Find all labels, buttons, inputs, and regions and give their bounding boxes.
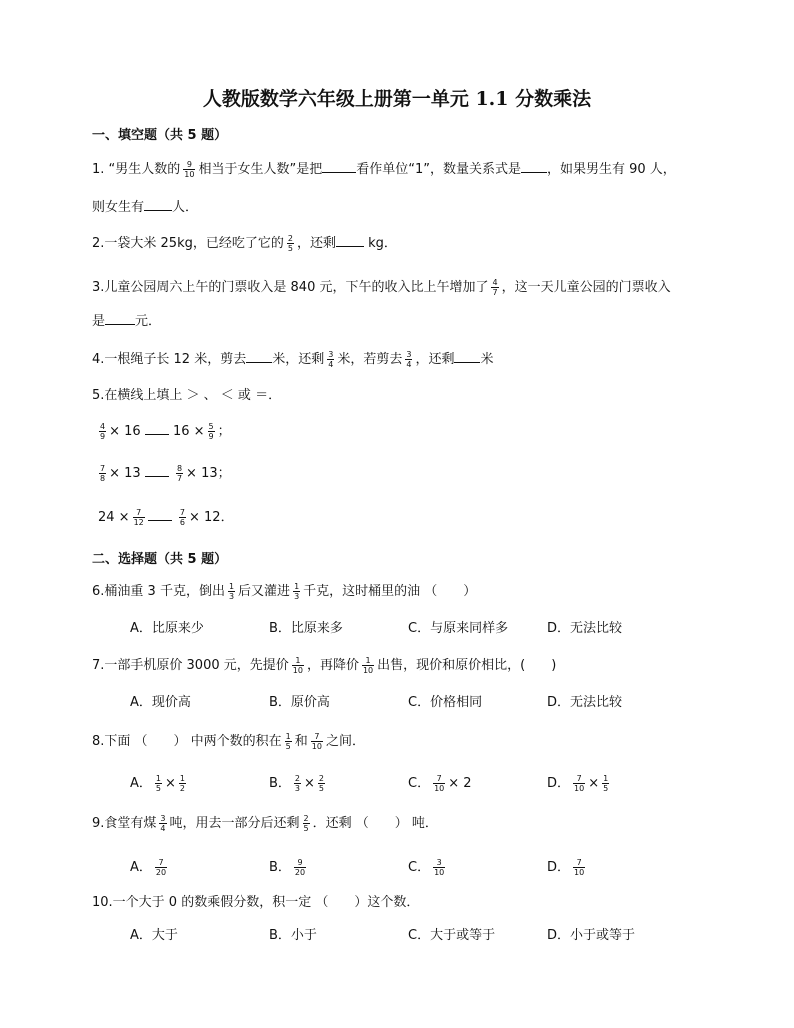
option-c[interactable]: C．大于或等于 (408, 928, 496, 943)
question-5-row-1: $\frac{4}{9}$ × 16 16 × $\frac{5}{9}$ ； (100, 422, 231, 441)
question-1-line-2: 则女生有 人． (92, 200, 199, 215)
question-5-row-2: $\frac{7}{8}$ × 13 $\frac{8}{7}$ × 13； (100, 464, 231, 483)
question-4: 4.一根绳子长 12 米，剪去 米，还剩 $\frac{3}{4}$ 米，若剪去 $\frac{3}{4}$ ，还剩 米 (92, 350, 494, 369)
comparison-blank[interactable] (148, 508, 172, 521)
fraction: $\frac{3}{4}$ (160, 814, 166, 833)
question-1-line-1: 1. “男生人数的 $\frac{9}{10}$ 相当于女生人数”是把 看作单位“1”，数量关系式是 ，如果男生有 90 人， (92, 160, 676, 179)
fraction: $\frac{7}{12}$ (133, 508, 144, 527)
answer-blank[interactable] (454, 350, 480, 363)
fraction: $\frac{3}{4}$ (406, 350, 412, 369)
fraction: $\frac{7}{8}$ (100, 464, 106, 483)
fraction: $\frac{1}{10}$ (292, 656, 303, 675)
comparison-blank[interactable] (145, 422, 169, 435)
fraction: $\frac{2}{5}$ (303, 814, 309, 833)
fraction: $\frac{7}{10}$ (311, 732, 322, 751)
answer-blank[interactable] (144, 198, 172, 211)
option-a[interactable]: A．比原来少 (130, 621, 204, 636)
option-a[interactable]: A．现价高 (130, 695, 191, 710)
section-multiple-choice-heading: 二、选择题（共 5 题） (92, 552, 228, 567)
question-6: 6.桶油重 3 千克，倒出 $\frac{1}{3}$ 后又灌进 $\frac{1}{3}$ 千克，这时桶里的油 （ ） (92, 582, 477, 601)
fraction: $\frac{7}{6}$ (179, 508, 185, 527)
fraction: $\frac{9}{10}$ (184, 160, 195, 179)
option-a[interactable]: A．大于 (130, 928, 178, 943)
question-3-line-1: 3.儿童公园周六上午的门票收入是 840 元，下午的收入比上午增加了 $\frac{4}{7}$ ，这一天儿童公园的门票收入 (92, 278, 671, 297)
fraction: $\frac{4}{9}$ (100, 422, 106, 441)
option-d[interactable]: D． $\frac{7}{10}$ × $\frac{1}{5}$ (547, 774, 609, 793)
option-d[interactable]: D． $\frac{7}{10}$ (547, 858, 585, 877)
fraction: $\frac{8}{7}$ (176, 464, 183, 483)
option-a[interactable]: A． $\frac{1}{5}$ × $\frac{1}{2}$ (130, 774, 185, 793)
option-b[interactable]: B．原价高 (269, 695, 330, 710)
option-c[interactable]: C． $\frac{3}{10}$ (408, 858, 445, 877)
fraction: $\frac{4}{7}$ (492, 278, 498, 297)
fraction: $\frac{1}{10}$ (362, 656, 374, 675)
question-2: 2.一袋大米 25kg，已经吃了它的 $\frac{2}{5}$ ，还剩 kg． (92, 234, 397, 253)
answer-blank[interactable] (322, 160, 356, 173)
option-b[interactable]: B． $\frac{9}{20}$ (269, 858, 306, 877)
question-9: 9.食堂有煤 $\frac{3}{4}$ 吨，用去一部分后还剩 $\frac{2}{5}$ ．还剩 （ ） 吨． (92, 814, 438, 833)
question-5: 5.在横线上填上 ＞ 、 ＜ 或 ＝． (92, 388, 282, 403)
option-c[interactable]: C． $\frac{7}{10}$ × 2 (408, 774, 472, 793)
option-b[interactable]: B．小于 (269, 928, 317, 943)
question-7: 7.一部手机原价 3000 元，先提价 $\frac{1}{10}$ ，再降价 $\frac{1}{10}$ 出售，现价和原价相比，( ) (92, 656, 557, 675)
option-d[interactable]: D．无法比较 (547, 621, 623, 636)
answer-blank[interactable] (105, 312, 135, 325)
option-b[interactable]: B．比原来多 (269, 621, 343, 636)
fraction: $\frac{2}{5}$ (287, 234, 293, 253)
question-8: 8.下面 （ ） 中两个数的积在 $\frac{1}{5}$ 和 $\frac{7}{10}$ 之间． (92, 732, 365, 751)
page-title: 人教版数学六年级上册第一单元 1.1 分数乘法 (202, 88, 592, 110)
answer-blank[interactable] (246, 350, 272, 363)
question-10: 10.一个大于 0 的数乘假分数，积一定 （ ）这个数． (92, 895, 420, 910)
option-c[interactable]: C．与原来同样多 (408, 621, 509, 636)
fraction: $\frac{1}{5}$ (285, 732, 291, 751)
option-a[interactable]: A． $\frac{7}{20}$ (130, 858, 167, 877)
fraction: $\frac{5}{9}$ (208, 422, 214, 441)
option-c[interactable]: C．价格相同 (408, 695, 483, 710)
fraction: $\frac{3}{4}$ (328, 350, 334, 369)
option-d[interactable]: D．小于或等于 (547, 928, 636, 943)
answer-blank[interactable] (336, 234, 364, 247)
question-5-row-3: 24 × $\frac{7}{12}$ $\frac{7}{6}$ × 12． (98, 508, 234, 527)
option-b[interactable]: B． $\frac{2}{3}$ × $\frac{2}{5}$ (269, 774, 325, 793)
section-fill-blank-heading: 一、填空题（共 5 题） (92, 128, 228, 143)
fraction: $\frac{1}{3}$ (228, 582, 235, 601)
fraction: $\frac{1}{3}$ (294, 582, 300, 601)
question-3-line-2: 是 元． (92, 314, 162, 329)
answer-blank[interactable] (521, 160, 547, 173)
option-d[interactable]: D．无法比较 (547, 695, 623, 710)
comparison-blank[interactable] (145, 464, 169, 477)
